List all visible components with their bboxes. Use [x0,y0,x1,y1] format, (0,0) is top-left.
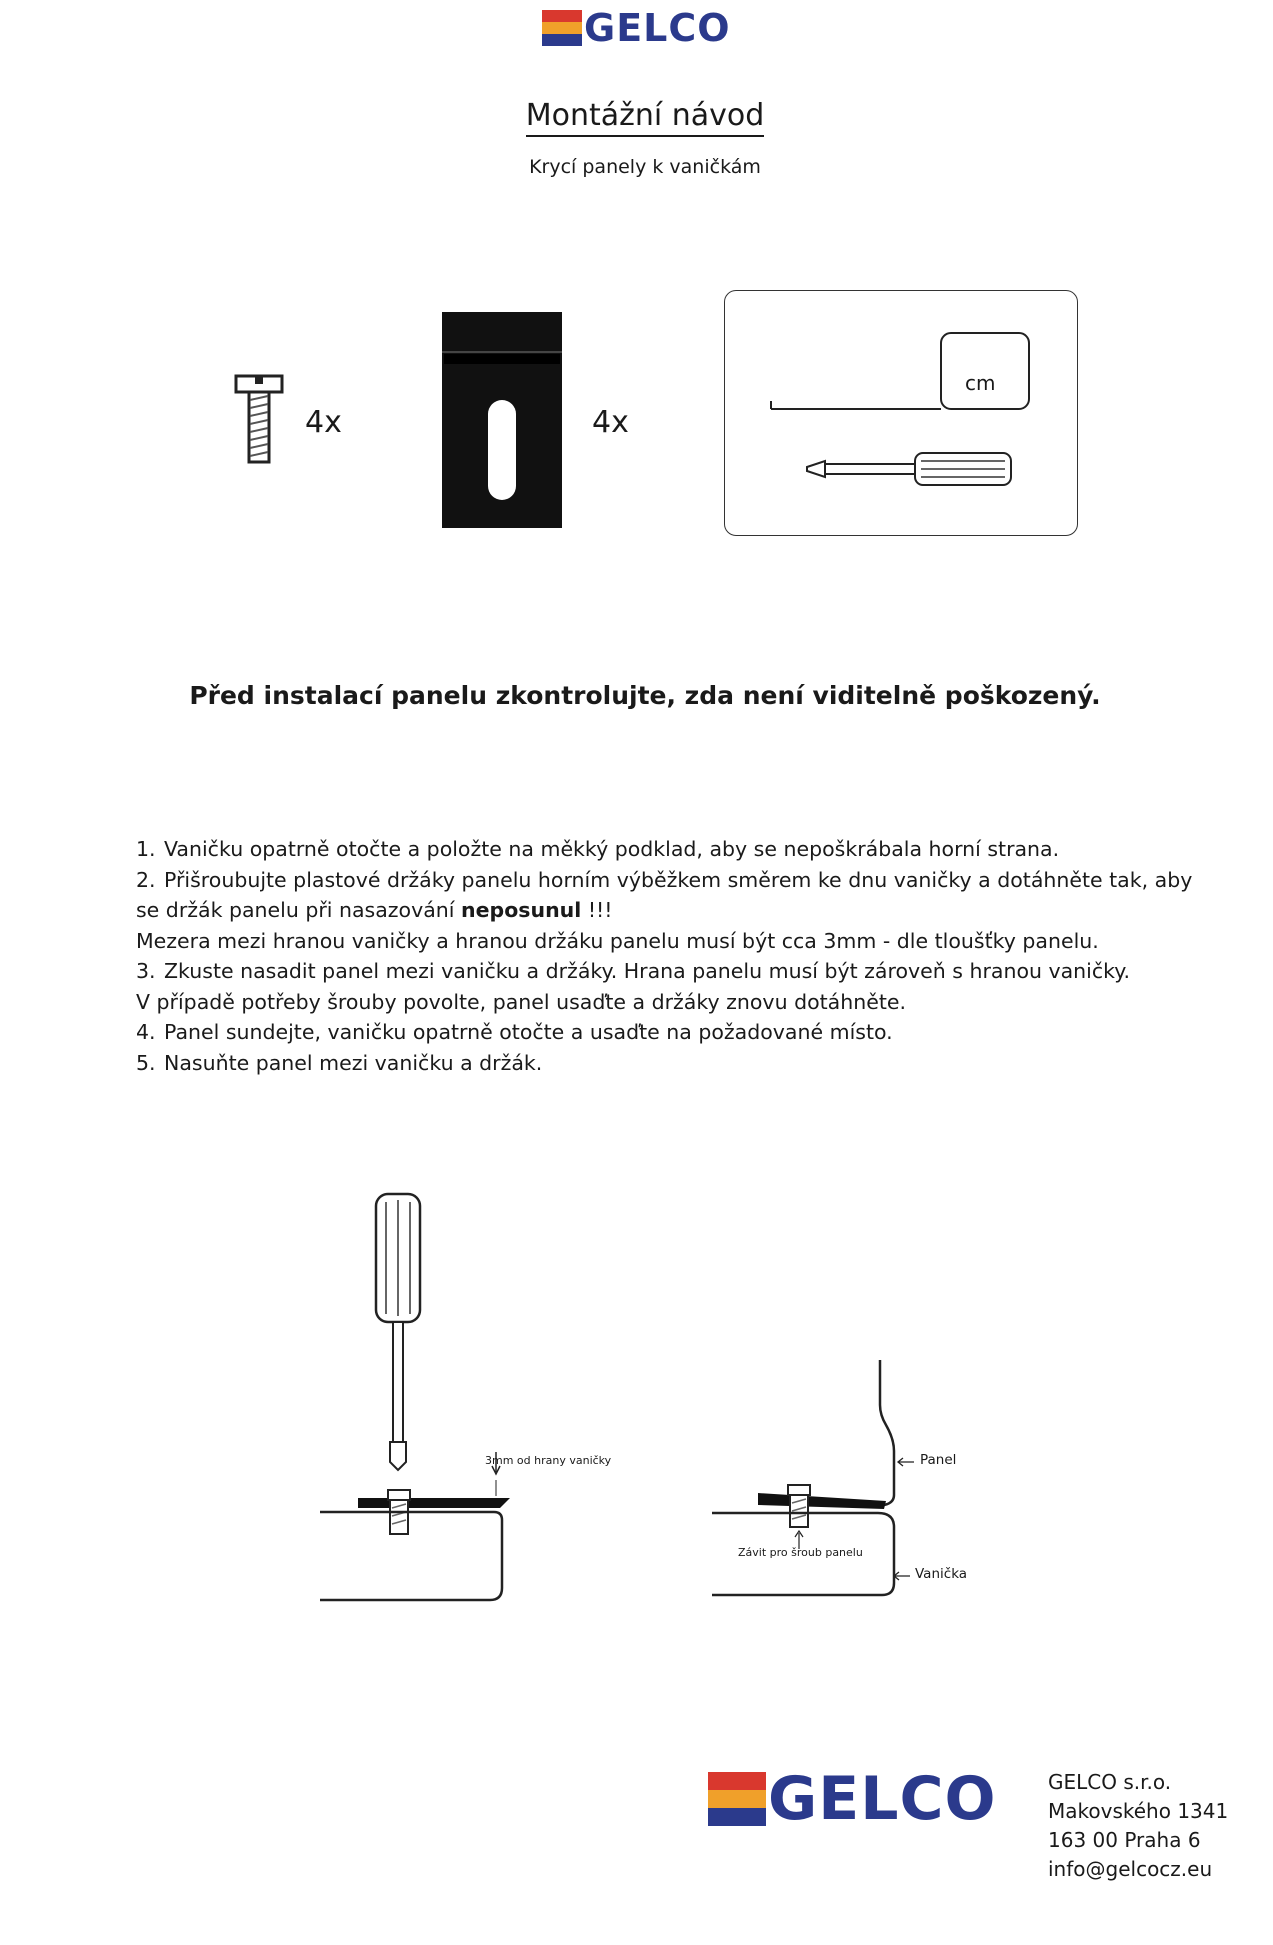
screw-icon [232,374,288,466]
company-street: Makovského 1341 [1048,1799,1229,1823]
screw-quantity: 4x [305,405,342,440]
panel-arrow-icon [896,1456,916,1468]
logo-mark [542,10,582,46]
page-subtitle: Krycí panely k vaničkám [529,156,761,178]
company-name: GELCO s.r.o. [1048,1770,1172,1794]
step-2-cont: se držák panelu při nasazování neposunul !!! [136,898,613,922]
step-2-note: Mezera mezi hranou vaničky a hranou držáku panelu musí být cca 3mm - dle tloušťky panelu. [136,928,1099,953]
footer-logo-mark [708,1772,766,1826]
logo-text: GELCO [584,6,731,50]
footer-logo-text: GELCO [768,1764,997,1834]
gap-label: 3mm od hrany vaničky [485,1454,612,1467]
tub-label: Vanička [915,1566,968,1582]
thread-label: Závit pro šroub panelu [738,1546,863,1559]
company-email[interactable]: info@gelcocz.eu [1048,1857,1213,1881]
page-title: Montážní návod [0,98,1273,133]
diagram-fastening [310,1190,640,1610]
company-address [1048,1768,1228,1884]
panel-holder-icon [440,310,564,530]
step-3: 3. Zkuste nasadit panel mezi vaničku a držáky. Hrana panelu musí být zároveň s hranou vaničky. [136,959,1131,983]
tub-arrow-icon [892,1570,912,1582]
header-logo [540,6,760,50]
footer-logo [708,1764,1028,1834]
step-3-cont: V případě potřeby šrouby povolte, panel usaďte a držáky znovu dotáhněte. [136,989,906,1014]
step-5: 5. Nasuňte panel mezi vaničku a držák. [136,1050,543,1075]
screwdriver-icon [725,291,1077,535]
step-2: 2. Přišroubujte plastové držáky panelu horním výběžkem směrem ke dnu vaničky a dotáhněte tak, aby [136,867,1193,892]
step-4: 4. Panel sundejte, vaničku opatrně otočte a usaďte na požadované místo. [136,1020,893,1044]
diagram-panel-mounted [708,1355,908,1605]
warning-text: Před instalací panelu zkontrolujte, zda není viditelně poškozený. [189,681,1101,710]
holder-quantity: 4x [592,405,629,440]
company-city: 163 00 Praha 6 [1048,1828,1201,1852]
steps-list [136,834,1216,1078]
tools-box [724,290,1078,536]
ruler-unit-label: cm [965,371,996,395]
step-1: 1. Vaničku opatrně otočte a položte na měkký podklad, aby se nepoškrábala horní strana. [136,837,1060,861]
panel-label: Panel [920,1452,957,1468]
